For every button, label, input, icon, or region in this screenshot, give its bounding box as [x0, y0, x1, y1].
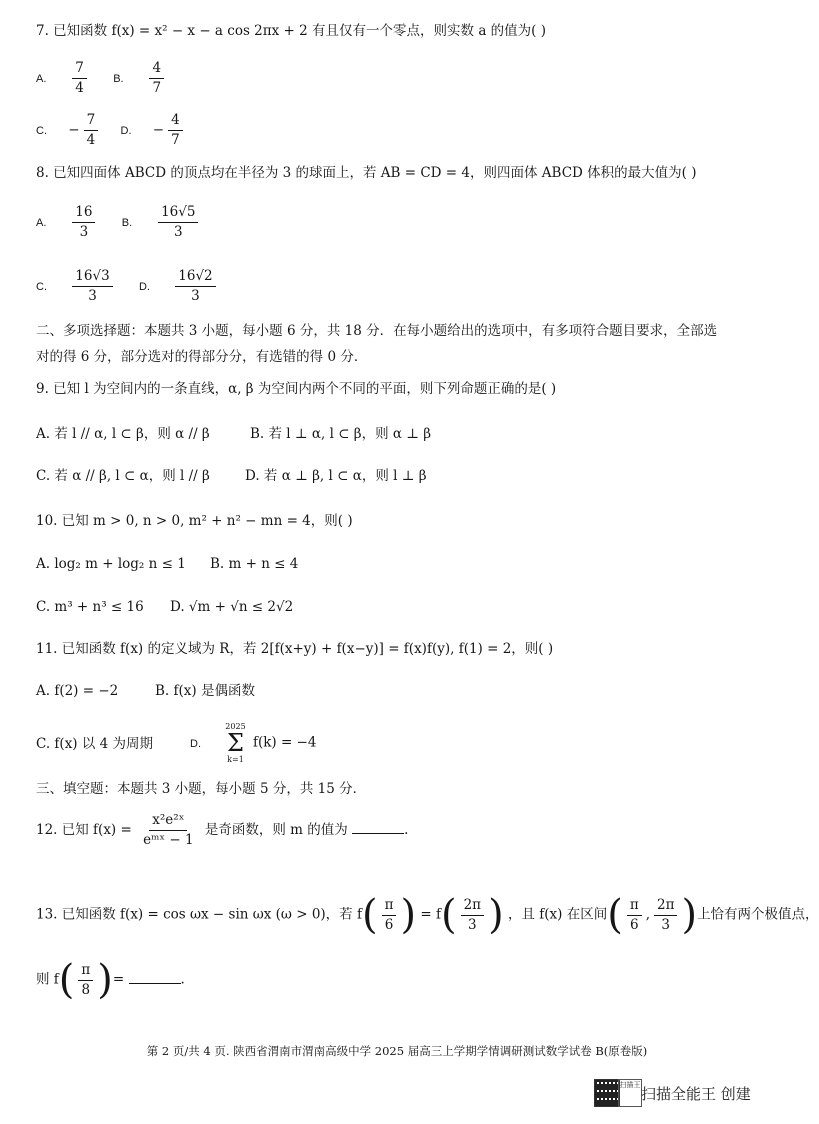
option-c-fraction: $\frac{16√3}{3}$: [72, 268, 112, 305]
summation-upper: 2025: [225, 722, 246, 731]
answer-blank[interactable]: [129, 969, 181, 984]
question-7-options-cd: [36, 112, 187, 149]
option-d-label: D.: [138, 281, 150, 293]
question-9-option-b: B. 若 l ⊥ α, l ⊂ β，则 α ⊥ β: [250, 426, 432, 442]
question-8-options-cd: [36, 268, 220, 305]
option-c-sign: −: [68, 122, 80, 138]
question-10-option-a: A. log₂ m + log₂ n ≤ 1: [36, 556, 186, 572]
question-13-part-3: 上恰有两个极值点，: [697, 906, 819, 923]
option-b-label: B.: [121, 217, 133, 229]
option-b-fraction: $\frac{4}{7}$: [149, 60, 164, 97]
summation-sigma: Σ: [226, 729, 244, 757]
interval-end: $\frac{2\pi}{3}$: [654, 897, 677, 934]
question-12-suffix: 是奇函数，则 m 的值为: [204, 822, 348, 838]
question-13-line-2-equals: =: [112, 971, 125, 988]
option-b-fraction: $\frac{16√5}{3}$: [158, 204, 198, 241]
section-2-instructions-line-2: 对的得 6 分，部分选对的得部分分，有选错的得 0 分．: [36, 349, 368, 365]
left-paren: (: [58, 957, 75, 1003]
question-10-option-b: B. m + n ≤ 4: [210, 556, 299, 572]
question-12: [36, 812, 408, 849]
summation-lower: k=1: [227, 755, 244, 764]
option-d-sign: −: [152, 122, 165, 138]
question-10-option-d: D. √m + √n ≤ 2√2: [170, 599, 294, 615]
option-a-label: A.: [36, 217, 47, 229]
question-13-line-1: [36, 892, 819, 938]
question-12-fraction: $\frac{\text{x²e²ˣ}}{\text{eᵐˣ − 1}}$: [143, 812, 194, 848]
question-11-option-d: [190, 722, 316, 764]
option-d-label: D.: [190, 737, 201, 750]
option-a-label: A.: [36, 73, 47, 85]
question-13-part-1: 13. 已知函数 f(x) = cos ωx − sin ωx (ω > 0)，若 f: [36, 906, 362, 923]
option-d-label: D.: [120, 125, 132, 137]
question-11-option-a: A. f(2) = −2: [36, 683, 119, 699]
question-13-line-2-end: .: [180, 971, 185, 988]
question-9-option-c: C. 若 α // β, l ⊂ α，则 l // β: [36, 468, 210, 484]
question-13-line-2: [36, 957, 185, 1003]
interval-comma: ,: [645, 906, 650, 923]
question-13-line-2-prefix: 则 f: [36, 971, 59, 988]
scanner-brand-text: 扫描全能王 创建: [641, 1085, 751, 1103]
question-12-end: .: [404, 822, 409, 838]
option-b-label: B.: [113, 73, 124, 85]
right-paren: ): [488, 892, 504, 938]
question-13-fraction-2: $\frac{2\pi}{3}$: [461, 897, 484, 934]
question-7-options-ab: [36, 60, 168, 97]
summation: [225, 722, 245, 764]
interval-start: $\frac{\pi}{6}$: [627, 897, 642, 934]
option-c-label: C.: [36, 281, 47, 293]
question-13-fraction-3: $\frac{\pi}{8}$: [78, 962, 93, 999]
question-8-options-ab: [36, 204, 202, 241]
question-11-option-b: B. f(x) 是偶函数: [155, 683, 255, 699]
page-footer: 第 2 页/共 4 页. 陕西省渭南市渭南高级中学 2025 届高三上学期学情调研测试数学试卷 B(原卷版): [146, 1044, 648, 1058]
left-paren: (: [607, 892, 623, 938]
question-8-stem: 8. 已知四面体 ABCD 的顶点均在半径为 3 的球面上，若 AB = CD = 4，则四面体 ABCD 体积的最大值为( ): [36, 165, 697, 181]
section-3-instructions: 三、填空题：本题共 3 小题，每小题 5 分，共 15 分．: [36, 781, 367, 797]
question-10-option-c: C. m³ + n³ ≤ 16: [36, 599, 144, 615]
answer-blank[interactable]: [352, 819, 404, 834]
question-7-stem: 7. 已知函数 f(x) = x² − x − a cos 2πx + 2 有且仅有一个零点，则实数 a 的值为( ): [36, 23, 546, 39]
question-11-option-c: C. f(x) 以 4 为周期: [36, 736, 154, 752]
left-paren: (: [440, 892, 457, 938]
scanner-logo-icon: 扫描王: [618, 1079, 642, 1107]
right-paren: ): [97, 957, 113, 1003]
question-12-prefix: 12. 已知 f(x) =: [36, 822, 132, 838]
section-2-instructions-line-1: 二、多项选择题：本题共 3 小题，每小题 6 分，共 18 分．在每小题给出的选项中，有多项符合题目要求，全部选: [36, 323, 718, 339]
question-9-option-a: A. 若 l // α, l ⊂ β，则 α // β: [36, 426, 210, 442]
summation-expression: f(k) = −4: [252, 734, 317, 751]
option-c-label: C.: [36, 125, 47, 137]
question-13-equals: = f: [420, 906, 441, 923]
left-paren: (: [361, 892, 378, 938]
right-paren: ): [681, 892, 698, 938]
option-a-fraction: $\frac{16}{3}$: [72, 204, 95, 241]
question-11-stem: 11. 已知函数 f(x) 的定义域为 R，若 2[f(x+y) + f(x−y)] = f(x)f(y), f(1) = 2，则( ): [36, 641, 554, 657]
question-10-stem: 10. 已知 m > 0, n > 0, m² + n² − mn = 4，则( ): [36, 513, 353, 529]
option-d-fraction: $\frac{4}{7}$: [168, 112, 183, 149]
question-13-part-2: ，且 f(x) 在区间: [507, 906, 608, 923]
option-d-fraction: $\frac{16√2}{3}$: [175, 268, 215, 305]
option-a-fraction: $\frac{7}{4}$: [72, 60, 87, 97]
question-9-option-d: D. 若 α ⊥ β, l ⊂ α，则 l ⊥ β: [245, 468, 427, 484]
right-paren: ): [400, 892, 417, 938]
question-13-fraction-1: $\frac{\pi}{6}$: [382, 897, 397, 934]
qr-code-icon: [594, 1079, 620, 1107]
question-9-stem: 9. 已知 l 为空间内的一条直线，α, β 为空间内两个不同的平面，则下列命题正确的是( ): [36, 381, 557, 397]
option-c-fraction: $\frac{7}{4}$: [84, 112, 99, 149]
